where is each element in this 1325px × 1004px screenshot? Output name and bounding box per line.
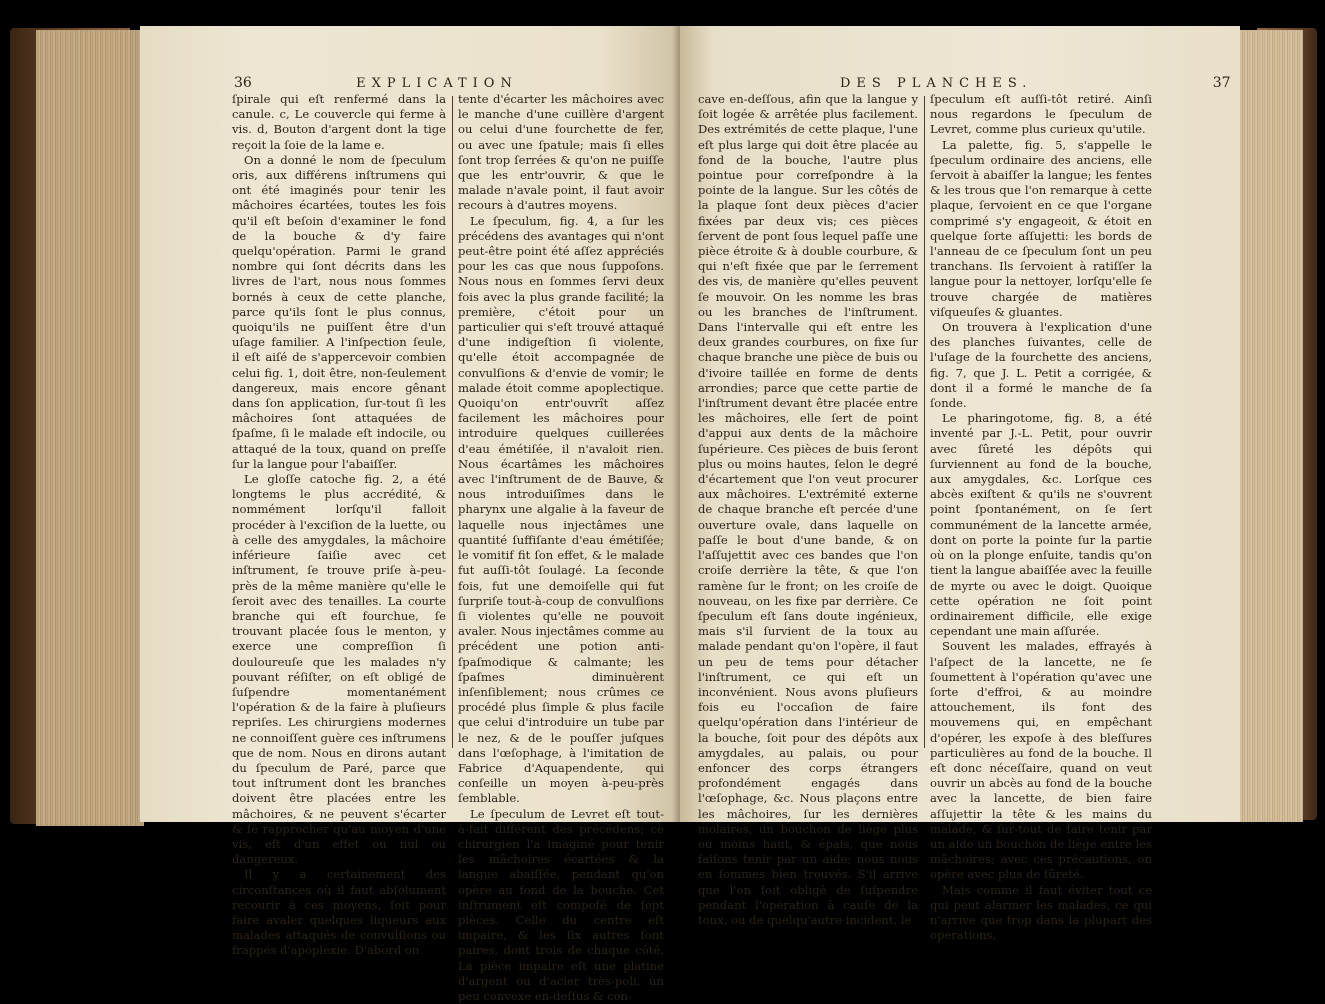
left-page-header [234, 75, 518, 91]
paragraph: tente d'écarter les mâchoires avec le manche d'une cuillère d'argent ou celui d'une fourchette de fer, ou avec une ſpatule; mais ſi elles ſont trop ſerrées & qu'on ne puiſſe que les entr'ouvrir, & que le malade n'avale point, il faut avoir recours à d'autres moyens. [458, 92, 664, 213]
paragraph: Le ſpeculum, fig. 4, a ſur les précédens des avantages qui n'ont peut-être point été aſſez appréciés pour les cas que nous ſuppoſons. Nous nous en ſommes ſervi deux fois avec la plus grande facilité; la première, c'étoit pour un particulier qui s'eſt trouvé attaqué d'une indigeſtion ſi violente, qu'elle étoit accompagnée de convulſions & d'envie de vomir; le malade étoit comme apoplectique. Quoiqu'on entr'ouvrît aſſez facilement les mâchoires pour introduire quelques cuillerées d'eau émétiſée, il n'avaloit rien. Nous écartâmes les mâchoires avec l'inſtrument de de Bauve, & nous introduiſîmes dans le pharynx une algalie à la faveur de laquelle nous injectâmes une quantité ſuffiſante d'eau émétiſée; le vomitif fit ſon effet, & le malade fut auſſi-tôt ſoulagé. La ſeconde fois, fut une demoiſelle qui fut ſurpriſe tout-à-coup de convulſions ſi violentes qu'elle ne pouvoit avaler. Nous injectâmes comme au précédent une potion anti-ſpaſmodique & calmante; les ſpaſmes diminuèrent inſenſiblement; nous crûmes ce procédé plus ſimple & plus facile que celui d'introduire un tube par le nez, & de le pouſſer juſques dans l'œſophage, à l'imitation de Fabrice d'Aquapendente, qui conſeille un moyen à-peu-près ſemblable. [458, 213, 664, 806]
paragraph: Le ſpeculum de Levret eſt tout-à-fait différent des précédens; ce chirurgien l'a imaginé pour tenir les mâchoires écartées & la langue abaiſſée, pendant qu'on opère au fond de la bouche. Cet inſtrument eſt compoſé de ſept pièces. Celle du centre eſt impaire, & les ſix autres ſont paires, dont trois de chaque côté. La pièce impaire eſt une platine d'argent ou d'acier très-poli, un peu convexe en-deſſus & con- [458, 806, 664, 1003]
paragraph: On trouvera à l'explication d'une des planches ſuivantes, celle de l'uſage de la fourchette des anciens, fig. 7, que J. L. Petit a corrigée, & dont il a formé le manche de ſa ſonde. [930, 320, 1152, 411]
right-page-column-1 [698, 92, 918, 928]
paragraph: On a donné le nom de ſpeculum oris, aux différens inſtrumens qui ont été imaginés pour tenir les mâchoires écartées, toutes les fois qu'il eſt beſoin d'examiner le fond de la bouche & d'y faire quelqu'opération. Parmi le grand nombre qui ſont décrits dans les livres de l'art, nous nous ſommes bornés à ceux de cette planche, parce qu'ils ſont le plus connus, quoiqu'ils ne puiſſent être d'un uſage familier. A l'inſpection ſeule, il eſt aiſé de s'appercevoir combien celui fig. 1, doit être, non-ſeulement dangereux, mais encore gênant dans ſon application, ſur-tout ſi les mâchoires ſont attaquées de ſpaſme, ſi le malade eſt indocile, ou attaqué de la toux, quand on preſſe ſur la langue pour l'abaiſſer. [232, 152, 446, 471]
left-page-column-2 [458, 92, 664, 1004]
paragraph: Le gloſſe catoche fig. 2, a été longtems le plus accrédité, & nommément lorſqu'il falloit procéder à l'exciſion de la luette, ou à celle des amygdales, la mâchoire inférieure ſaiſie avec cet inſtrument, ſe trouve priſe à-peu-près de la même manière qu'elle le ſeroit avec des tenailles. La courte branche qui eſt fourchue, ſe trouvant placée ſous le menton, y exerce une compreſſion ſi douloureuſe que les malades n'y pouvant réſiſter, on eſt obligé de ſuſpendre momentanément l'opération & de la faire à pluſieurs repriſes. Les chirurgiens modernes ne connoiſſent guère ces inſtrumens que de nom. Nous en dirons autant du ſpeculum de Paré, parce que tout inſtrument dont les branches doivent être placées entre les mâchoires, & ne peuvent s'écarter & ſe rapprocher qu'au moyen d'une vis, eſt d'un effet ou nul ou dangereux. [232, 472, 446, 867]
right-page-number: 37 [1212, 75, 1231, 91]
right-running-head: DES PLANCHES. [840, 76, 1033, 91]
right-page-header [840, 75, 1231, 91]
paragraph: Mais comme il faut éviter tout ce qui peut alarmer les malades, ce qui n'arrive que trop dans la plupart des opérations, [930, 882, 1152, 943]
open-book [8, 22, 1317, 1003]
paragraph: La palette, fig. 5, s'appelle le ſpeculum ordinaire des anciens, elle ſervoit à abaiſſer la langue; les fentes & les trous que l'on remarque à cette plaque, ſervoient en ce que l'organe comprimé s'y engageoit, & étoit en quelque ſorte aſſujetti: les bords de l'anneau de ce ſpeculum ſont un peu tranchans. Ils ſervoient à ratiſſer la langue pour la nettoyer, lorſqu'elle ſe trouve chargée de matières viſqueuſes & gluantes. [930, 137, 1152, 319]
page-edges-right [1233, 30, 1303, 822]
left-page-number: 36 [234, 75, 252, 91]
left-page-column-1 [232, 92, 446, 959]
left-page [140, 26, 680, 1003]
paragraph: Le pharingotome, fig. 8, a été inventé par J.-L. Petit, pour ouvrir avec ſûreté les dépôts qui ſurviennent au fond de la bouche, aux amygdales, &c. Lorſque ces abcès exiſtent & qu'ils ne s'ouvrent point ſpontanément, on ſe ſert communément de la lancette armée, dont on porte la pointe ſur la partie où on la plonge enſuite, tandis qu'on tient la langue abaiſſée avec la feuille de myrte ou avec le doigt. Quoique cette opération ne ſoit point ordinairement difficile, elle exige cependant une main aſſurée. [930, 411, 1152, 639]
paragraph: ſpeculum eſt auſſi-tôt retiré. Ainſi nous regardons le ſpeculum de Levret, comme plus curieux qu'utile. [930, 92, 1152, 137]
paragraph: cave en-deſſous, afin que la langue y ſoit logée & arrêtée plus facilement. Des extrémités de cette plaque, l'une eſt plus large qui doit être placée au fond de la bouche, l'autre plus pointue pour correſpondre à la pointe de la langue. Sur les côtés de la plaque ſont deux pièces d'acier fixées par deux vis; ces pièces ſervent de pont ſous lequel paſſe une pièce étroite & à double courbure, & qui n'eſt fixée que par le ſerrement des vis, de manière qu'elles peuvent ſe mouvoir. On les nomme les bras ou les branches de l'inſtrument. Dans l'intervalle qui eſt entre les deux grandes courbures, on fixe ſur chaque branche une pièce de buis ou d'ivoire taillée en forme de dents arrondies; parce que cette partie de l'inſtrument devant être placée entre les mâchoires, elle ſert de point d'appui aux dents de la mâchoire ſupérieure. Ces pièces de buis ſeront plus ou moins hautes, ſelon le degré d'écartement que l'on veut procurer aux mâchoires. L'extrémité externe de chaque branche eſt percée d'une ouverture ovale, dans laquelle on paſſe le bout d'une bande, & on l'aſſujettit avec ces bandes que l'on croiſe derrière la tête, & que l'on ramène ſur le front; on les croiſe de nouveau, on les fixe par derrière. Ce ſpeculum eſt ſans doute ingénieux, mais s'il ſurvient de la toux au malade pendant qu'on l'opère, il faut un peu de tems pour détacher l'inſtrument, ce qui eſt un inconvénient. Nous avons pluſieurs fois eu l'occaſion de faire quelqu'opération dans l'intérieur de la bouche, ſoit pour des dépôts aux amygdales, au palais, ou pour enfoncer des corps étrangers profondément engagés dans l'œſophage, &c. Nous plaçons entre les mâchoires, ſur les dernières molaires, un bouchon de liège plus ou moins haut, & épais, que nous faiſons tenir par un aide; nous nous en ſommes bien trouvés. S'il arrive que l'on ſoit obligé de ſuſpendre pendant l'opération à cauſe de la toux, ou de quelqu'autre incident, le [698, 92, 918, 927]
paragraph: Il y a certainement des circonſtances où il faut abſolument recourir à ces moyens, ſoit pour faire avaler quelques liqueurs aux malades attaqués de convulſions ou frappés d'apoplexie. D'abord on [232, 867, 446, 958]
page-edges-left [36, 30, 144, 826]
column-rule [452, 96, 453, 748]
paragraph: Souvent les malades, effrayés à l'aſpect de la lancette, ne ſe ſoumettent à l'opération qu'avec une ſorte d'effroi, & au moindre attouchement, ils font des mouvemens qui, en empêchant d'opérer, les expoſe à des bleſſures particulières au fond de la bouche. Il eſt donc néceſſaire, quand on veut ouvrir un abcès au fond de la bouche avec la lancette, de bien faire aſſujettir la tête & les mains du malade, & ſur-tout de faire tenir par un aide un bouchon de liège entre les mâchoires; avec ces précautions, on opère avec plus de ſûreté. [930, 639, 1152, 882]
right-page-column-2 [930, 92, 1152, 943]
right-page [680, 26, 1240, 943]
paragraph: ſpirale qui eſt renfermé dans la canule. c, Le couvercle qui ferme à vis. d, Bouton d'argent dont la tige reçoit la ſoie de la lame e. [232, 92, 446, 152]
column-rule [924, 96, 925, 748]
left-running-head: EXPLICATION [356, 76, 518, 91]
